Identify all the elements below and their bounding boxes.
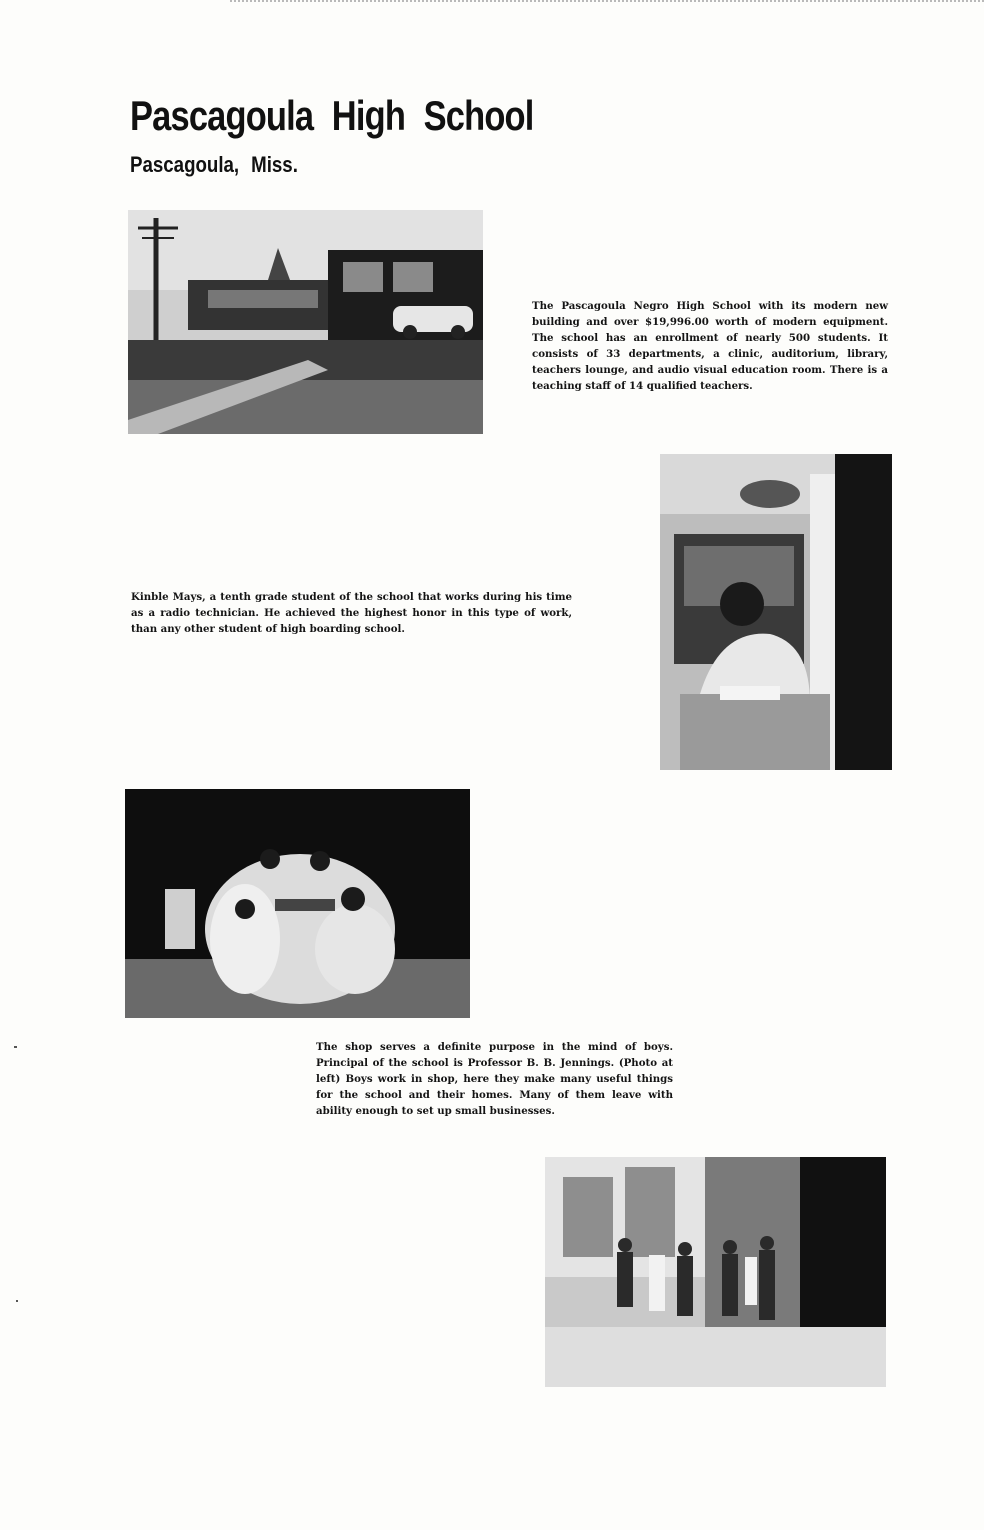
margin-speck bbox=[14, 1046, 17, 1048]
building-caption: The Pascagoula Negro High School with its modern new building and over $19,996.00 worth of modern equipment. The school has an enrollment of nearly 500 students. It consists of 33 departments, a clinic, auditorium, library, teachers lounge, and audio visual education room. There is a teaching staff of 14 qualified teachers. bbox=[532, 300, 888, 392]
shop-caption: The shop serves a definite purpose in the mind of boys. Principal of the school is Professor B. B. Jennings. (Photo at left) Boys work in shop, here they make many useful things for the school and their homes. Many of them leave with ability enough to set up small businesses. bbox=[316, 1041, 673, 1117]
shop-exterior-photo bbox=[545, 1157, 886, 1387]
student-technician-photo bbox=[660, 454, 892, 770]
school-building-photo bbox=[128, 210, 483, 434]
student-caption: Kinble Mays, a tenth grade student of the school that works during his time as a radio technician. He achieved the highest honor in this type of work, than any other student of high boarding school. bbox=[131, 591, 572, 635]
top-dotted-border bbox=[230, 0, 984, 6]
shop-students-photo bbox=[125, 789, 470, 1018]
page-title: Pascagoula High School bbox=[130, 92, 534, 139]
page-subtitle: Pascagoula, Miss. bbox=[130, 152, 298, 177]
margin-speck bbox=[16, 1300, 18, 1302]
